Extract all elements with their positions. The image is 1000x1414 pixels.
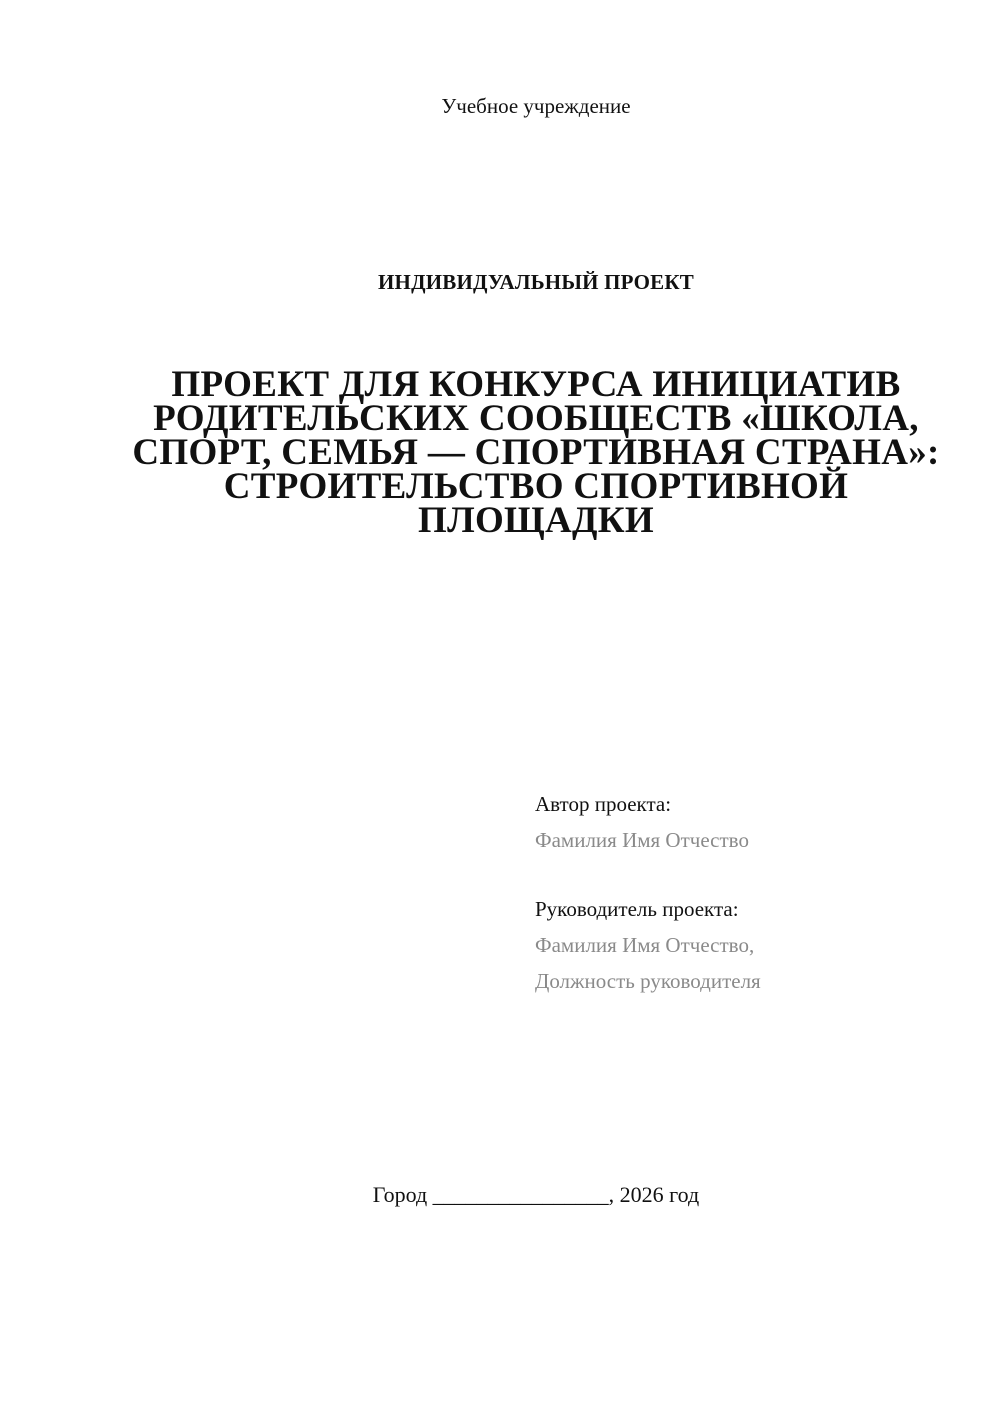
supervisor-position: Должность руководителя	[535, 969, 761, 993]
project-type-heading: ИНДИВИДУАЛЬНЫЙ ПРОЕКТ	[378, 270, 694, 294]
author-label: Автор проекта:	[535, 792, 672, 816]
author-block	[535, 786, 975, 858]
supervisor-block	[535, 891, 975, 999]
city-year-line: Город ________________, 2026 год	[372, 1182, 700, 1207]
supervisor-name: Фамилия Имя Отчество,	[535, 933, 755, 957]
supervisor-label: Руководитель проекта:	[535, 897, 739, 921]
project-title: ПРОЕКТ ДЛЯ КОНКУРСА ИНИЦИАТИВ РОДИТЕЛЬСКИХ СООБЩЕСТВ «ШКОЛА, СПОРТ, СЕМЬЯ — СПОРТИВНАЯ СТРАНА»: СТРОИТЕЛЬСТВО СПОРТИВНОЙ ПЛОЩАДКИ	[132, 364, 940, 541]
author-name: Фамилия Имя Отчество	[535, 828, 749, 852]
institution-name: Учебное учреждение	[441, 94, 631, 118]
